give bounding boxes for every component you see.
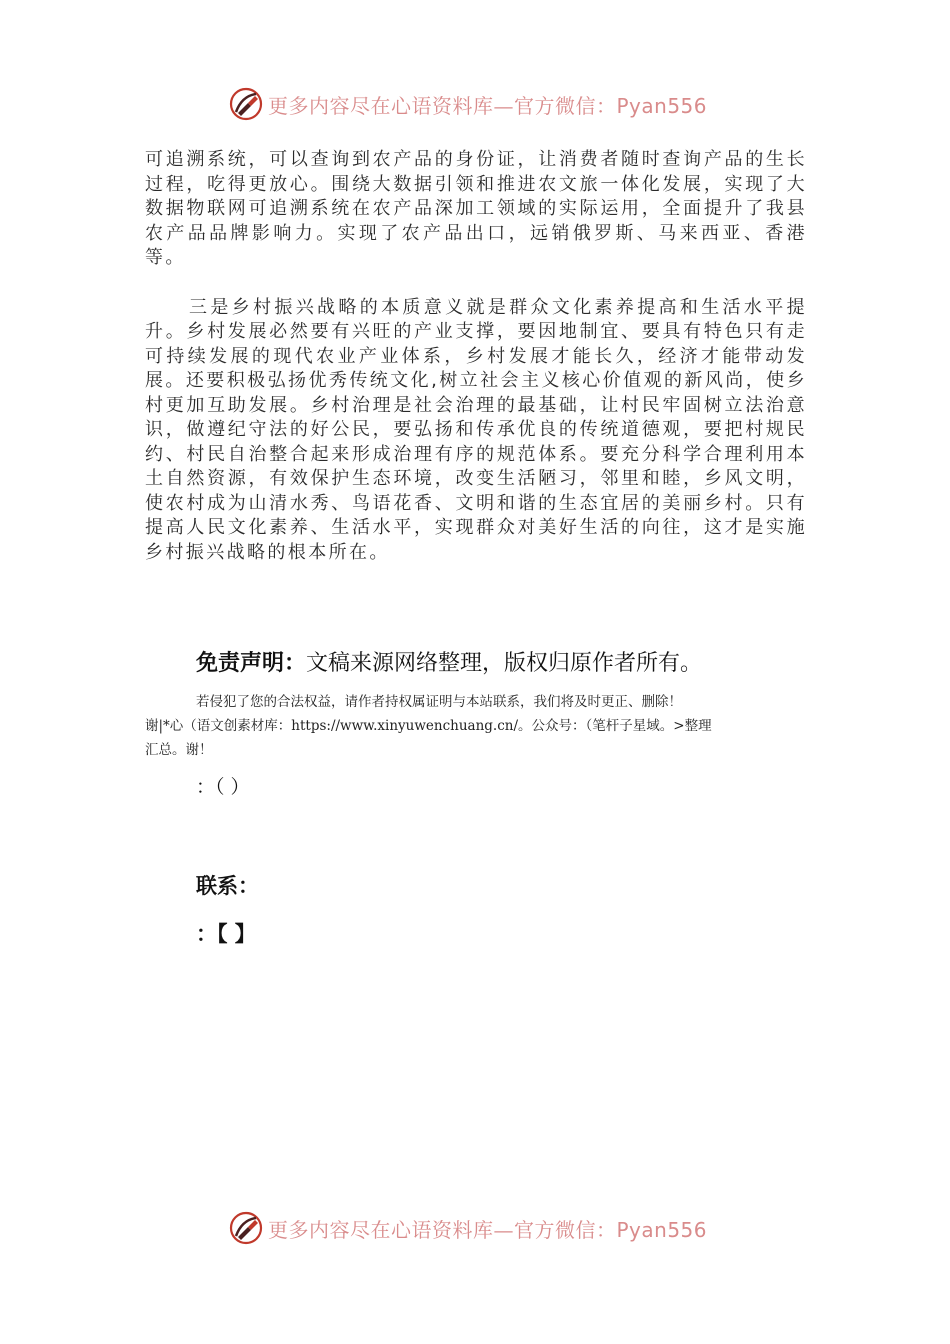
footer-banner bbox=[0, 1206, 950, 1250]
disclaimer-title-rest: 文稿来源网络整理，版权归原作者所有。 bbox=[306, 651, 703, 676]
header-banner-label: 更多内容尽在心语资料库—官方微信： bbox=[268, 93, 617, 118]
pen-logo-icon bbox=[228, 1210, 264, 1246]
header-wechat-id: Pyan556 bbox=[616, 93, 708, 118]
disclaimer-body bbox=[145, 690, 807, 762]
disclaimer-line-3: 汇总。谢！ bbox=[145, 742, 213, 758]
footer-wechat-id: Pyan556 bbox=[616, 1217, 708, 1242]
paragraph-2: 三是乡村振兴战略的本质意义就是群众文化素养提高和生活水平提升。乡村发展必然要有兴旺的产业支撑，要因地制宜、要具有特色只有走可持续发展的现代农业产业体系，乡村发展才能长久，经济才能带动发展。还要积极弘扬优秀传统文化,树立社会主义核心价值观的新风尚，使乡村更加互助发展。乡村治理是社会治理的最基础，让村民牢固树立法治意识，做遵纪守法的好公民，要弘扬和传承优良的传统道德观，要把村规民约、村民自治整合起来形成治理有序的规范体系。要充分科学合理利用本土自然资源，有效保护生态环境，改变生活陋习，邻里和睦，乡风文明，使农村成为山清水秀、鸟语花香、文明和谐的生态宜居的美丽乡村。只有提高人民文化素养、生活水平，实现群众对美好生活的向往，这才是实施乡村振兴战略的根本所在。 bbox=[145, 296, 807, 563]
disclaimer-title bbox=[196, 646, 702, 677]
header-banner bbox=[0, 82, 950, 126]
footer-banner-text bbox=[268, 1214, 707, 1243]
source-line: ：（ ） bbox=[196, 776, 250, 798]
pen-logo-icon bbox=[228, 86, 264, 122]
footer-banner-label: 更多内容尽在心语资料库—官方微信： bbox=[268, 1217, 617, 1242]
paragraph-1: 可追溯系统，可以查询到农产品的身份证，让消费者随时查询产品的生长过程，吃得更放心。围绕大数据引领和推进农文旅一体化发展，实现了大数据物联网可追溯系统在农产品深加工领域的实际运用，全面提升了我县农产品品牌影响力。实现了农产品出口，远销俄罗斯、马来西亚、香港等。 bbox=[145, 149, 807, 268]
disclaimer-line-1: 若侵犯了您的合法权益，请作者持权属证明与本站联系，我们将及时更正、删除！ bbox=[196, 694, 682, 710]
article-body bbox=[145, 148, 807, 565]
contact-label: 联系： bbox=[196, 874, 259, 898]
contact-value: ：【 】 bbox=[196, 922, 256, 946]
header-banner-text bbox=[268, 90, 707, 119]
disclaimer-line-2: 谢|*心（语文创素材库：https://www.xinyuwenchuang.cn/。公众号：（笔杆子星域。>整理 bbox=[145, 718, 712, 734]
disclaimer-title-bold: 免责声明： bbox=[196, 651, 307, 676]
